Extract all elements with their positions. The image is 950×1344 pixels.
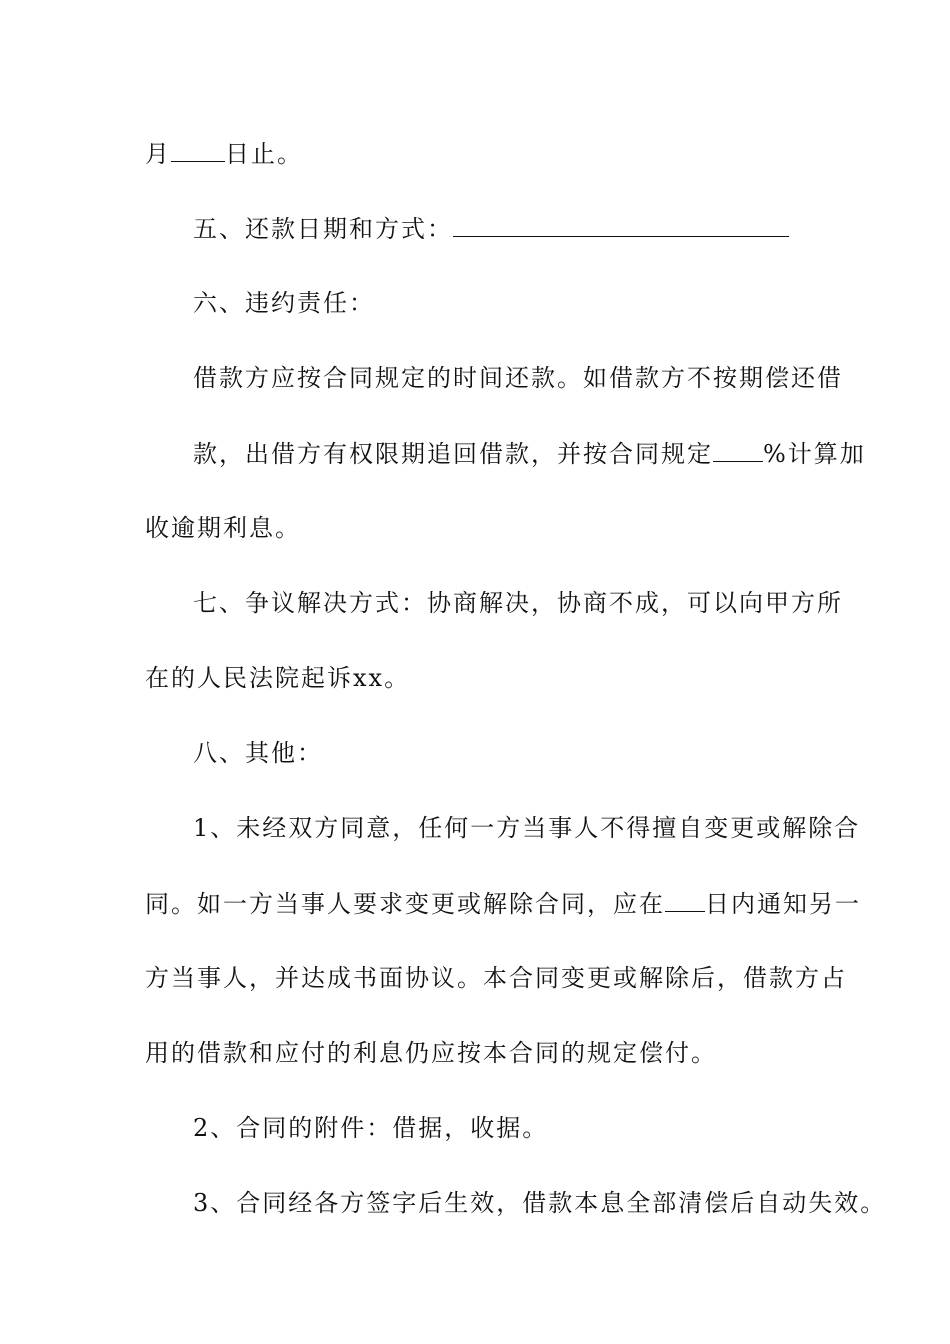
clause-2-line: 2、合同的附件：借据，收据。	[193, 1114, 549, 1142]
paragraph-line: 收逾期利息。	[145, 514, 301, 542]
blank-field-notice-days[interactable]	[665, 887, 705, 912]
text-segment: 日止。	[225, 140, 303, 168]
text-segment: %计算加	[763, 440, 866, 468]
section-heading-dispute: 七、争议解决方式：协商解决，协商不成，可以向甲方所	[193, 589, 843, 617]
paragraph-line-penalty-rate	[193, 437, 866, 470]
text-segment: 同。如一方当事人要求变更或解除合同，应在	[145, 890, 665, 918]
clause-3-line: 3、合同经各方签字后生效，借款本息全部清偿后自动失效。	[193, 1189, 887, 1217]
paragraph-line-notice-days	[145, 887, 861, 920]
section-heading-liability: 六、违约责任：	[193, 289, 375, 317]
text-segment: 五、还款日期和方式：	[193, 215, 453, 243]
blank-field-penalty-rate[interactable]	[713, 437, 763, 462]
blank-field-month[interactable]	[171, 137, 225, 162]
clause-1-line: 1、未经双方同意，任何一方当事人不得擅自变更或解除合	[193, 814, 861, 842]
paragraph-line: 用的借款和应付的利息仍应按本合同的规定偿付。	[145, 1039, 717, 1067]
paragraph-line: 借款方应按合同规定的时间还款。如借款方不按期偿还借	[193, 364, 843, 392]
text-segment: 日内通知另一	[705, 890, 861, 918]
paragraph-line: 方当事人，并达成书面协议。本合同变更或解除后，借款方占	[145, 964, 847, 992]
section-heading-other: 八、其他：	[193, 739, 323, 767]
blank-field-repayment-method[interactable]	[453, 212, 789, 237]
text-segment: 款，出借方有权限期追回借款，并按合同规定	[193, 440, 713, 468]
section-heading-repayment	[193, 212, 789, 245]
text-line-month-end	[145, 137, 303, 170]
text-segment: 月	[145, 140, 171, 168]
paragraph-line: 在的人民法院起诉xx。	[145, 664, 411, 692]
